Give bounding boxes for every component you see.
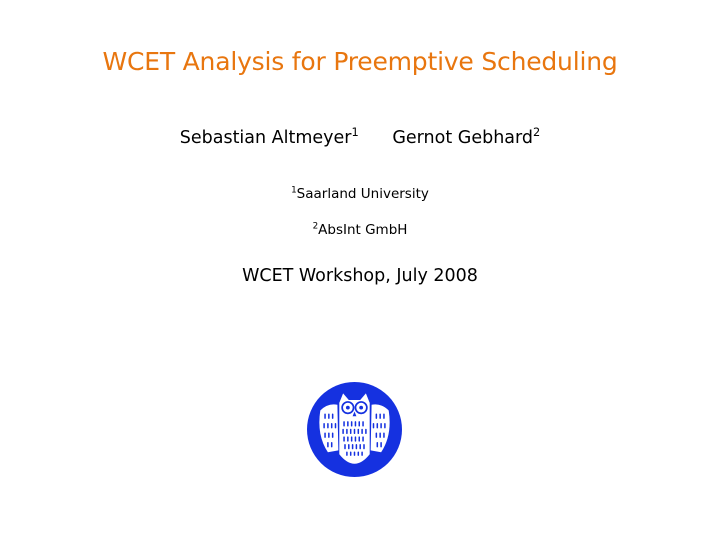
affiliation-mark: 2 [533, 125, 541, 140]
institution-1 [0, 186, 720, 202]
institution-name: Saarland University [296, 186, 429, 202]
university-owl-seal-icon [307, 382, 402, 477]
institution-mark: 2 [312, 221, 319, 232]
event-info: WCET Workshop, July 2008 [242, 266, 478, 286]
author-name: Gernot Gebhard [392, 128, 534, 148]
institution-2 [0, 222, 720, 238]
institution-name: AbsInt GmbH [318, 222, 408, 238]
institution-mark: 1 [291, 185, 297, 196]
affiliation-mark: 1 [351, 125, 359, 140]
author-list [0, 125, 720, 148]
author-2 [392, 125, 541, 148]
slide-title: WCET Analysis for Preemptive Scheduling [102, 47, 618, 76]
author-1 [179, 125, 359, 148]
author-name: Sebastian Altmeyer [179, 128, 352, 148]
